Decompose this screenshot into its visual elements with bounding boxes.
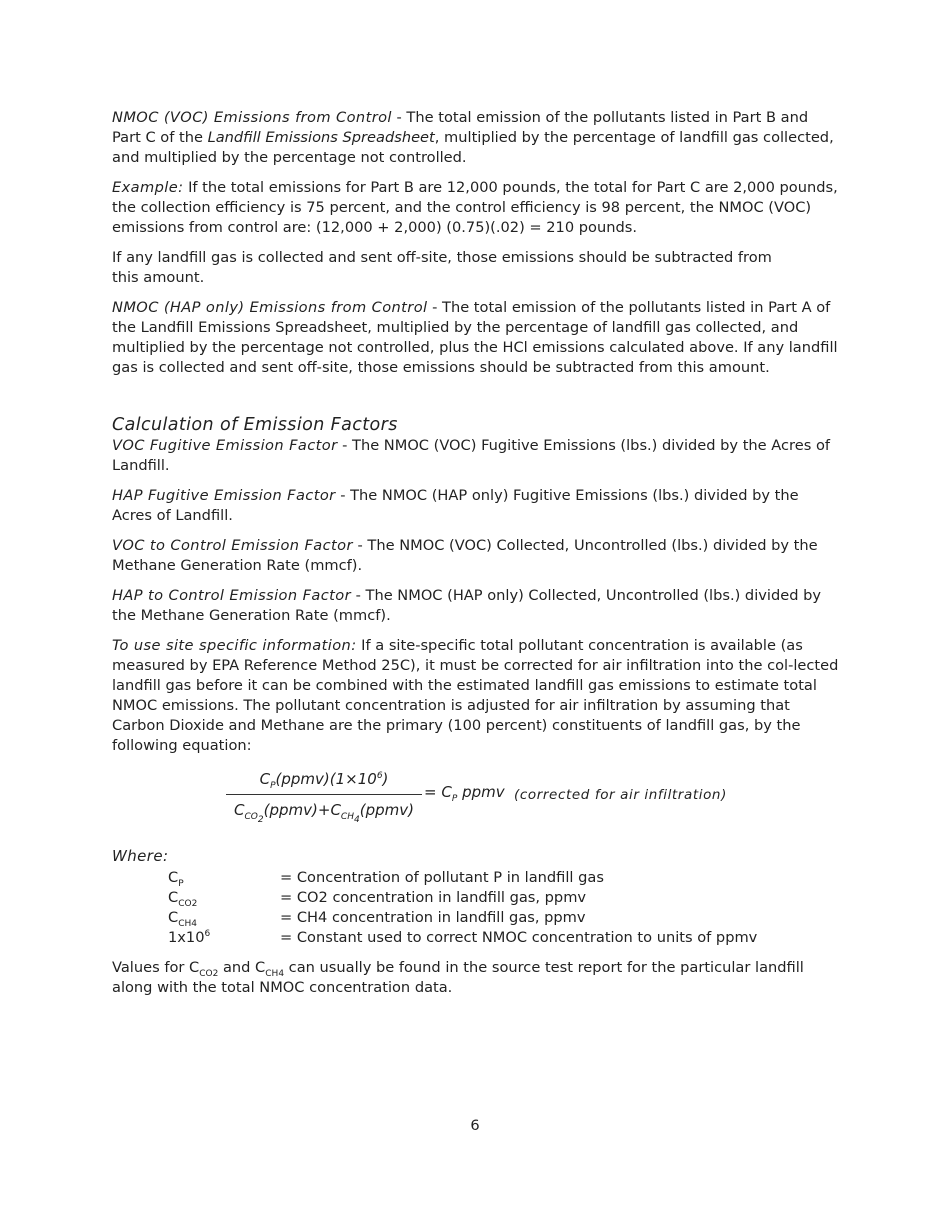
section-spacer	[112, 388, 840, 414]
equation-note: (corrected for air infiltration)	[514, 787, 727, 803]
equation-numerator: $C_P(ppmv)(1\times 10^6)$	[259, 770, 389, 791]
spreadsheet-name: Landfill Emissions Spreadsheet	[207, 129, 435, 146]
definition-cp: $C_P$ = Concentration of pollutant P in landfill gas	[168, 869, 604, 889]
equation-result: = $C_P$ ppmv	[424, 783, 505, 804]
definition-cch4: $C_{CH4}$ = CH4 concentration in landfill gas, ppmv	[168, 909, 586, 929]
correction-equation	[112, 768, 840, 832]
paragraph-nmoc-hap-control: NMOC (HAP only) Emissions from Control - The total emission of the pollutants listed in Part A of the Landfill Emissions Spreadsheet, multiplied by the percentage of landfill gas collected, and multiplied by the percentage not controlled, plus the HCl emissions calculated above. If any landfill gas is collected and sent off-site, those emissions should be subtracted from this amount.	[112, 299, 838, 376]
paragraph-site-specific: To use site specific information: If a site-specific total pollutant concentration is available (as measured by EPA Reference Method 25C), it must be corrected for air infiltration into the col-lected landfill gas before it can be combined with the estimated landfill gas emissions to estimate total NMOC emissions. The pollutant concentration is adjusted for air infiltration by assuming that Carbon Dioxide and Methane are the primary (100 percent) constituents of landfill gas, by the following equation:	[112, 637, 839, 754]
fraction-bar	[226, 794, 422, 795]
term-nmoc-voc-control: NMOC (VOC) Emissions from Control	[112, 109, 392, 126]
factor-voc-fugitive: VOC Fugitive Emission Factor - The NMOC (VOC) Fugitive Emissions (lbs.) divided by the Acres of Landfill.	[112, 437, 831, 474]
equation-denominator: $C_{CO_2}(ppmv)+C_{CH_4}(ppmv)$	[234, 801, 414, 825]
paragraph-example: Example: If the total emissions for Part B are 12,000 pounds, the total for Part C are 2,000 pounds, the collection efficiency is 75 percent, and the control efficiency is 98 percent, the NMOC (VOC) emissions from control are: (12,000 + 2,000) (0.75)(.02) = 210 pounds.	[112, 179, 838, 236]
factor-voc-control: VOC to Control Emission Factor - The NMOC (VOC) Collected, Uncontrolled (lbs.) divided by the Methane Generation Rate (mmcf).	[112, 537, 818, 574]
term-site-specific: To use site specific information:	[112, 637, 357, 654]
factor-hap-fugitive: HAP Fugitive Emission Factor - The NMOC (HAP only) Fugitive Emissions (lbs.) divided by the Acres of Landfill.	[112, 487, 799, 524]
factor-hap-control: HAP to Control Emission Factor - The NMOC (HAP only) Collected, Uncontrolled (lbs.) divided by the Methane Generation Rate (mmcf).	[112, 587, 821, 624]
term-example: Example:	[112, 179, 184, 196]
page-number: 6	[470, 1117, 480, 1134]
paragraph-offsite: If any landfill gas is collected and sent off-site, those emissions should be subtracted from this amount.	[112, 249, 772, 286]
where-label: Where:	[112, 847, 169, 865]
definitions-list	[168, 868, 840, 948]
paragraph-nmoc-voc-control: NMOC (VOC) Emissions from Control - The total emission of the pollutants listed in Part B and Part C of the Landfill Emissions Spreadsheet, multiplied by the percentage of landfill gas collected, and multiplied by the percentage not controlled.	[112, 109, 834, 166]
page-body	[112, 108, 840, 1008]
definition-constant: $1x10^6$ = Constant used to correct NMOC concentration to units of ppmv	[168, 929, 758, 946]
paragraph-values: Values for $C_{CO2}$ and $C_{CH4}$ can usually be found in the source test report for the particular landfill along with the total NMOC concentration data.	[112, 959, 804, 996]
equation-fraction	[226, 768, 422, 825]
definition-cco2: $C_{CO2}$ = CO2 concentration in landfill gas, ppmv	[168, 889, 587, 909]
section-heading: Calculation of Emission Factors	[112, 415, 398, 435]
term-nmoc-hap-control: NMOC (HAP only) Emissions from Control	[112, 299, 428, 316]
